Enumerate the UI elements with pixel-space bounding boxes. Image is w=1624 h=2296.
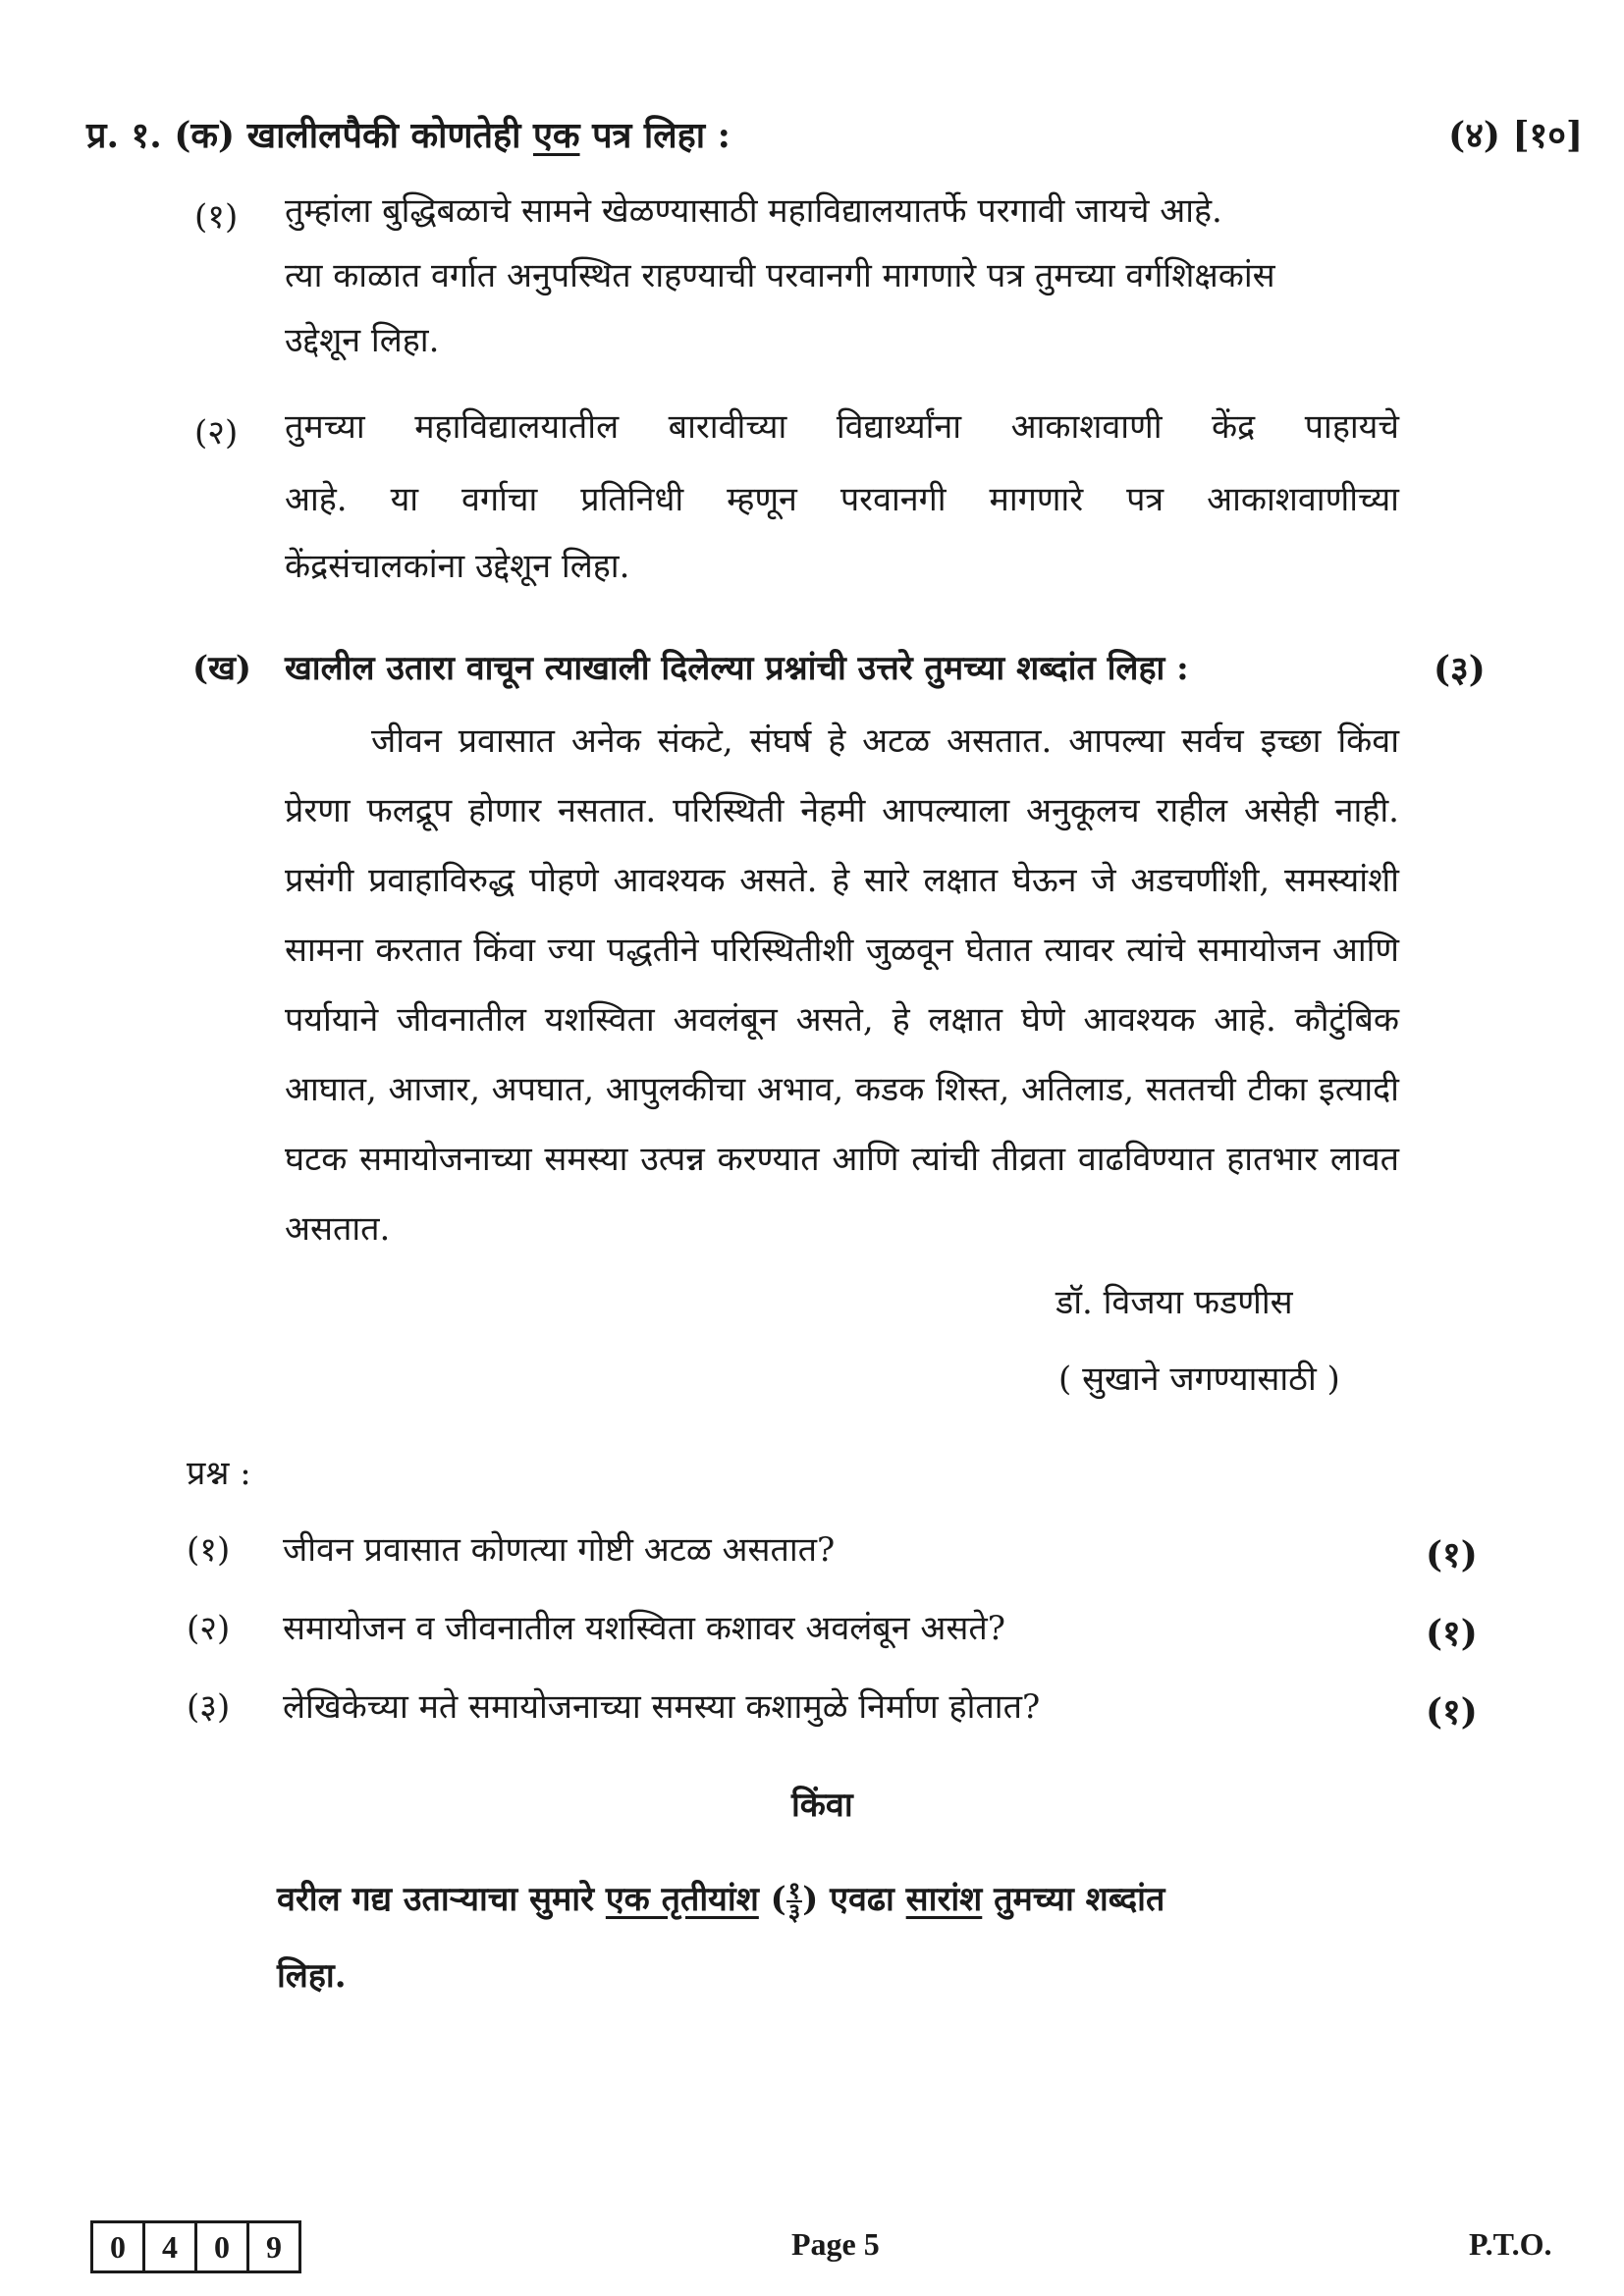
question-marks: (४) [१०]: [1448, 115, 1583, 156]
summary-line-2: लिहा.: [277, 1956, 347, 1996]
option-2-line-1: तुमच्या महाविद्यालयातील बारावीच्या विद्यार्थ्यांना आकाशवाणी केंद्र पाहायचे: [285, 407, 1399, 447]
sub-question-2-text: समायोजन व जीवनातील यशस्विता कशावर अवलंबून असते?: [283, 1609, 1005, 1648]
pto-label: P.T.O.: [1469, 2226, 1552, 2262]
summary-post: तुमच्या शब्दांत: [982, 1880, 1165, 1919]
option-2-line-3: केंद्रसंचालकांना उद्देशून लिहा.: [285, 547, 630, 586]
passage: जीवन प्रवासात अनेक संकटे, संघर्ष हे अटळ असतात. आपल्या सर्वच इच्छा किंवा प्रेरणा फलद्रूप होणार नसतात. परिस्थिती नेहमी आपल्याला अनुकूलच राहील असेही नाही. प्रसंगी प्रवाहाविरुद्ध पोहणे आवश्यक असते. हे सारे लक्षात घेऊन जे अडचणींशी, समस्यांशी सामना करतात किंवा ज्या पद्धतीने परिस्थितीशी जुळवून घेतात त्यावर त्यांचे समायोजन आणि पर्यायाने जीवनातील यशस्विता अवलंबून असते, हे लक्षात घेणे आवश्यक आहे. कौटुंबिक आघात, आजार, अपघात, आपुलकीचा अभाव, कडक शिस्त, अतिलाड, सततची टीका इत्यादी घटक समायोजनाच्या समस्या उत्पन्न करण्यात आणि त्यांची तीव्रता वाढविण्यात हातभार लावत असतात.: [285, 721, 1399, 1249]
part-b-heading: खालील उतारा वाचून त्याखाली दिलेल्या प्रश्नांची उत्तरे तुमच्या शब्दांत लिहा :: [285, 649, 1189, 688]
option-1-line-3: उद्देशून लिहा.: [285, 321, 440, 360]
sub-question-1-text: जीवन प्रवासात कोणत्या गोष्टी अटळ असतात?: [283, 1530, 836, 1570]
summary-underlined-1: एक तृतीयांश: [605, 1880, 759, 1919]
passage-author: डॉ. विजया फडणीस: [1056, 1283, 1293, 1322]
sub-question-1-number: (१): [187, 1530, 231, 1570]
one-third-fraction: [786, 1876, 802, 1926]
or-label: किंवा: [791, 1786, 853, 1825]
summary-mid: एवढा: [818, 1880, 906, 1919]
sub-question-3-text: लेखिकेच्या मते समायोजनाच्या समस्या कशामुळे निर्माण होतात?: [283, 1687, 1041, 1727]
code-digit: 4: [145, 2223, 197, 2270]
question-heading: [86, 110, 731, 158]
part-a-heading-post: पत्र लिहा :: [579, 115, 731, 156]
part-b-label: (ख): [192, 649, 251, 688]
summary-pre: वरील गद्य उताऱ्याचा सुमारे: [277, 1880, 606, 1919]
part-a-heading-underlined: एक: [532, 115, 580, 156]
summary-instruction: वरील गद्य उताऱ्याचा सुमारे एक तृतीयांश ( $\frac{१}{३}$ ) एवढा सारांश तुमच्या शब्दांत: [277, 1876, 1165, 1926]
part-b-marks: (३): [1434, 649, 1486, 690]
part-a-heading-pre: खालीलपैकी कोणतेही: [246, 115, 533, 156]
fraction-numerator: १: [787, 1876, 801, 1904]
option-2-line-2: आहे. या वर्गाचा प्रतिनिधी म्हणून परवानगी मागणारे पत्र आकाशवाणीच्या: [285, 480, 1399, 519]
paper-code-box: [90, 2220, 301, 2273]
passage-source: ( सुखाने जगण्यासाठी ): [1058, 1360, 1340, 1399]
code-digit: 0: [197, 2223, 249, 2270]
sub-question-3-marks: (१): [1426, 1691, 1478, 1733]
option-2-number: (२): [194, 413, 239, 453]
option-1-line-2: त्या काळात वर्गात अनुपस्थित राहण्याची परवानगी मागणारे पत्र तुमच्या वर्गशिक्षकांस: [285, 256, 1275, 295]
sub-question-2-marks: (१): [1426, 1613, 1478, 1654]
code-digit: 0: [93, 2223, 145, 2270]
option-1-line-1: तुम्हांला बुद्धिबळाचे सामने खेळण्यासाठी महाविद्यालयातर्फे परगावी जायचे आहे.: [285, 191, 1222, 231]
page-number: Page 5: [791, 2226, 880, 2262]
part-a-label: (क): [174, 115, 236, 156]
option-1-number: (१): [194, 197, 239, 237]
sub-question-2-number: (२): [187, 1609, 231, 1648]
sub-question-3-number: (३): [187, 1687, 231, 1727]
code-digit: 9: [266, 2228, 282, 2265]
questions-label: प्रश्न :: [187, 1454, 251, 1493]
summary-underlined-2: सारांश: [905, 1880, 983, 1919]
sub-question-1-marks: (१): [1426, 1534, 1478, 1575]
fraction-denominator: ३: [787, 1897, 801, 1926]
question-number: प्र. १.: [86, 115, 162, 156]
